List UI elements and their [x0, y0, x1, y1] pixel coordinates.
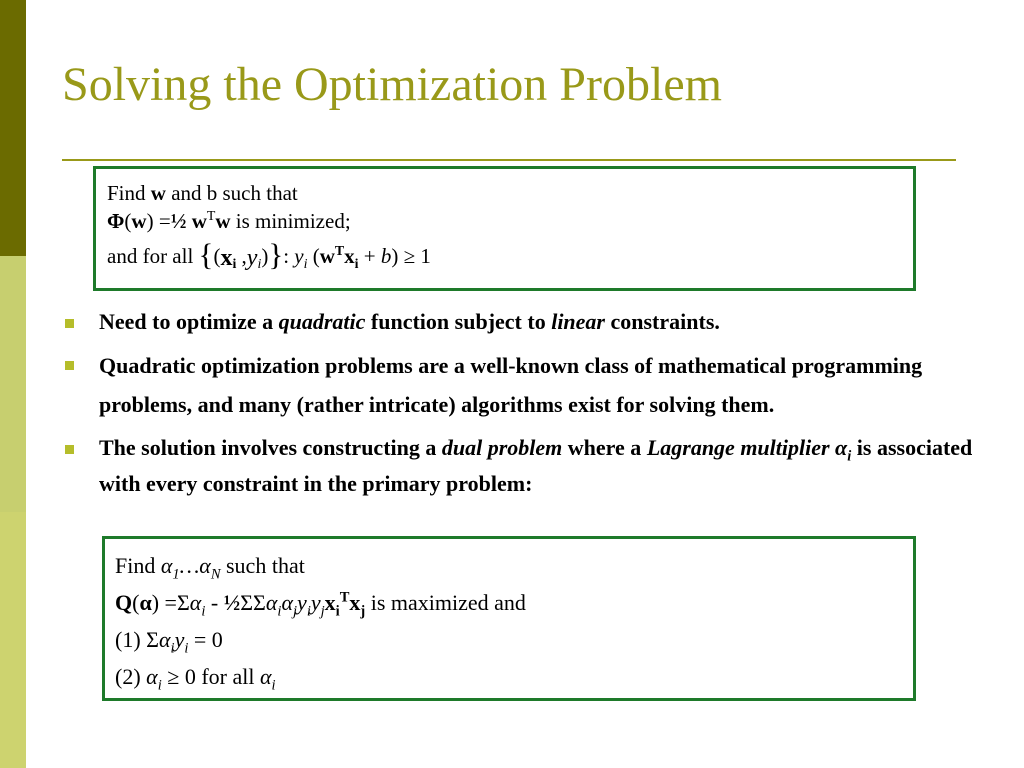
- bullet-text-part: dual problem: [441, 435, 563, 460]
- w-vector: w: [150, 181, 166, 205]
- bullet-square-icon: [65, 361, 74, 370]
- bullet-item: [62, 346, 1002, 424]
- side-bar-bottom: [0, 512, 26, 768]
- bullet-text-part: i: [847, 448, 852, 465]
- dual-line-4: (2) $\alpha_i \ge 0$ for all $\alpha_i$: [115, 664, 276, 694]
- title-underline: [62, 159, 956, 161]
- bullet-text-part: Quadratic optimization problems are a well-known class of mathematical programming problems, and many (rather intricate) algorithms exist for solving them.: [99, 353, 923, 417]
- dual-line-1: Find $\alpha_1\dots\alpha_N$ such that: [115, 553, 305, 583]
- bullet-list: [62, 304, 1002, 508]
- dual-problem-box: [102, 536, 916, 701]
- slide-title: Solving the Optimization Problem: [62, 58, 722, 111]
- primal-line-1: Find w and b such that: [107, 181, 298, 205]
- bullet-square-icon: [65, 319, 74, 328]
- bullet-square-icon: [65, 445, 74, 454]
- bullet-text-part: Lagrange multiplier α: [646, 435, 848, 460]
- bullet-text: [99, 346, 1002, 424]
- double-sigma-symbol: ΣΣ: [240, 590, 266, 615]
- dual-line-3: (1) $\Sigma\alpha_iy_i = 0$: [115, 627, 223, 657]
- sigma-symbol: Σ: [176, 590, 190, 615]
- primal-line-3: and for all {($x_i$ $,y_i$)}: $y_i$ $(w^Tx_i + b) \ge 1$: [107, 237, 431, 272]
- side-bar-top: [0, 0, 26, 256]
- bullet-text: [99, 304, 1002, 340]
- bullet-text-part: linear: [551, 309, 605, 334]
- bullet-text-part: constraints.: [605, 309, 720, 334]
- bullet-item: [62, 430, 1002, 502]
- phi-symbol: Φ: [107, 209, 125, 233]
- bullet-text-part: quadratic: [278, 309, 366, 334]
- primal-line-2: Φ(w) =½ $w^Tw$ is minimized;: [107, 208, 351, 233]
- bullet-text-part: where a: [562, 435, 647, 460]
- bullet-text-part: The solution involves constructing a: [99, 435, 442, 460]
- bullet-item: [62, 304, 1002, 340]
- bullet-text: [99, 430, 1002, 502]
- primal-problem-box: [93, 166, 916, 291]
- bullet-text-part: Need to optimize a: [99, 309, 279, 334]
- side-bar-middle: [0, 256, 26, 512]
- bullet-text-part: function subject to: [365, 309, 552, 334]
- dual-line-2: $Q(\alpha) =\Sigma\alpha_i$ - $\frac{1}{2}\Sigma\Sigma\alpha_i\alpha_jy_iy_jx_i^Tx_j$ is maximized and: [115, 589, 526, 620]
- bullet-text-part: is associated with every constraint in the primary problem:: [99, 435, 973, 496]
